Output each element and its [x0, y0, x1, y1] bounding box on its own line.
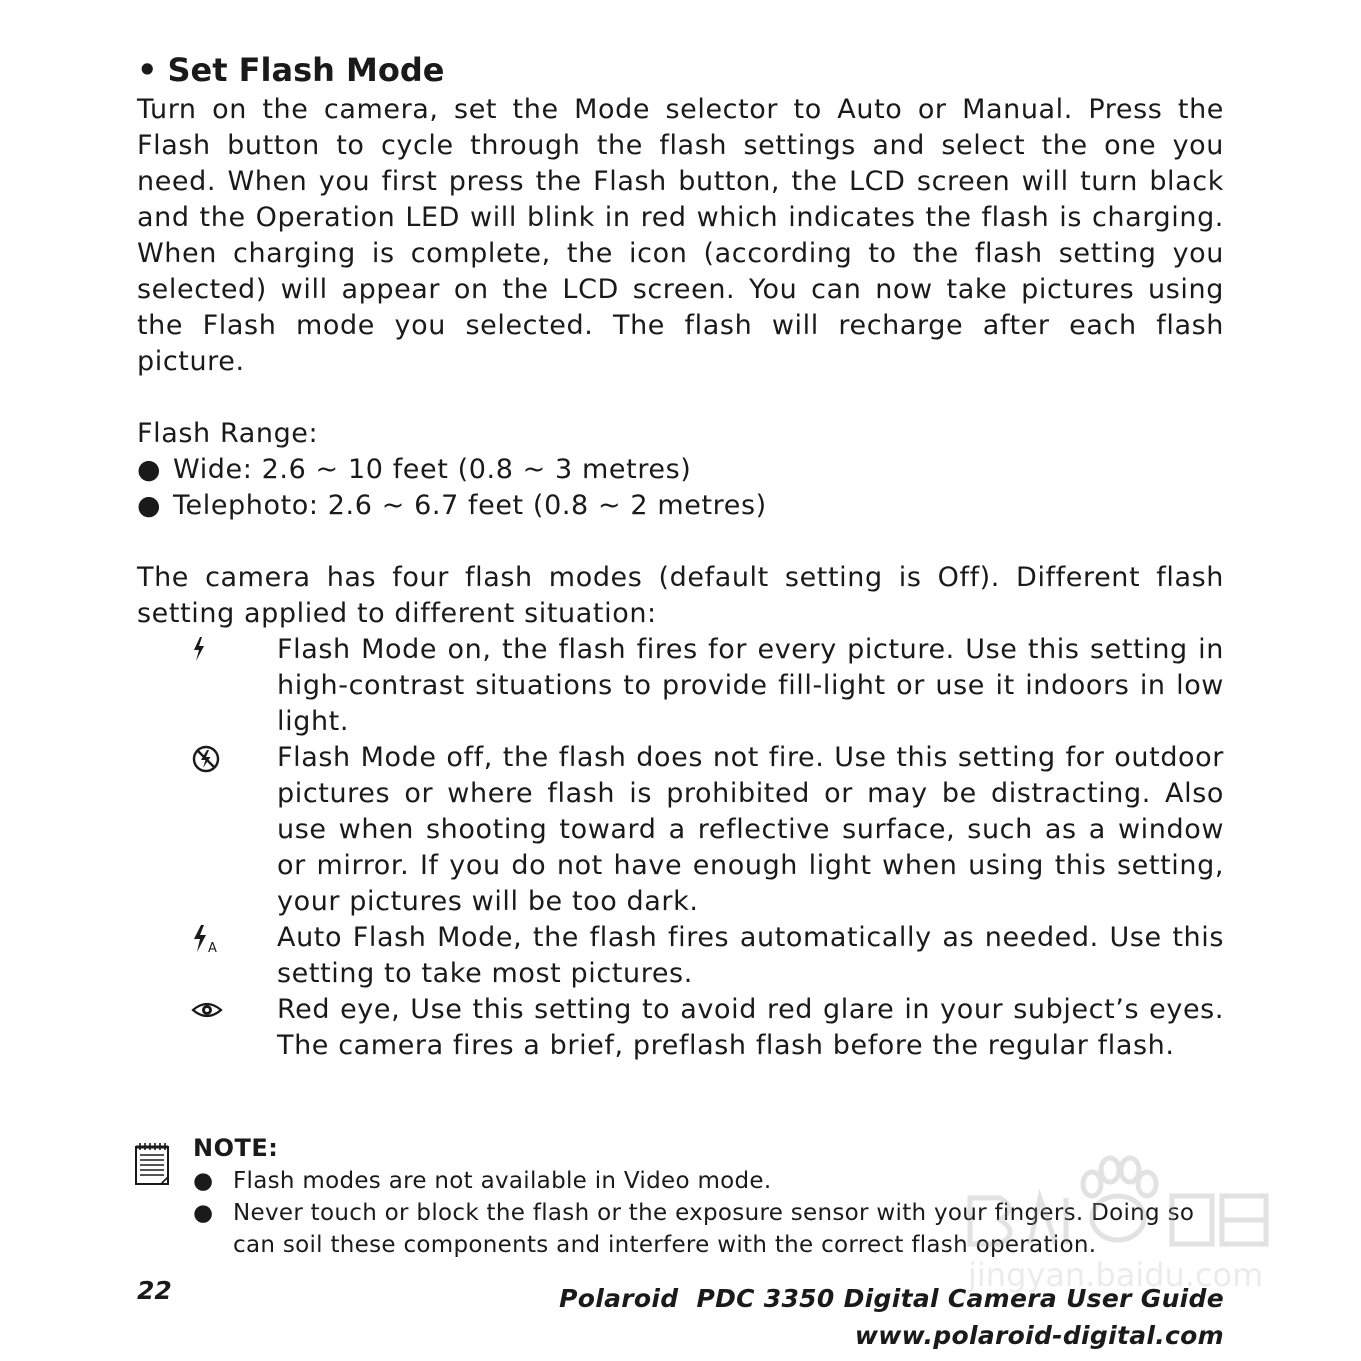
note-item-text: Never touch or block the flash or the exposure sensor with your fingers. Doing so can soil these components and interfere with the correct flash operation.: [233, 1200, 1195, 1258]
flash-auto-letter: A: [208, 941, 217, 954]
flash-mode-item: [137, 632, 1224, 740]
flash-range-telephoto: Telephoto: 2.6 ~ 6.7 feet (0.8 ~ 2 metres): [173, 490, 767, 521]
flash-on-icon: [191, 636, 207, 662]
flash-range-item: ● Wide: 2.6 ~ 10 feet (0.8 ~ 3 metres): [137, 452, 1224, 488]
red-eye-icon: [191, 996, 223, 1024]
flash-range-item: ● Telephoto: 2.6 ~ 6.7 feet (0.8 ~ 2 metres): [137, 488, 1224, 524]
flash-mode-item: [137, 920, 1224, 992]
note-item: ● Never touch or block the flash or the exposure sensor with your fingers. Doing so can soil these components and interfere with the correct flash operation.: [193, 1197, 1223, 1261]
notepad-icon: [133, 1141, 173, 1187]
flash-range-wide: Wide: 2.6 ~ 10 feet (0.8 ~ 3 metres): [173, 454, 692, 485]
flash-range-label: Flash Range:: [137, 418, 319, 449]
guide-title: Polaroid PDC 3350 Digital Camera User Guide: [559, 1284, 1224, 1313]
note-title: NOTE:: [193, 1134, 279, 1162]
flash-range-list: [137, 452, 1224, 524]
watermark-text: jingyan.baidu.com: [968, 1256, 1264, 1294]
flash-mode-item: [137, 992, 1224, 1064]
red-eye-mode-description: Red eye, Use this setting to avoid red glare in your subject’s eyes. The camera fires a brief, preflash flash before the regular flash.: [277, 994, 1224, 1061]
intro-paragraph: Turn on the camera, set the Mode selector to Auto or Manual. Press the Flash button to cycle through the flash settings and select the one you need. When you first press the Flash button, the LCD screen will turn black and the Operation LED will blink in red which indicates the flash is charging. When charging is complete, the icon (according to the flash setting you selected) will appear on the LCD screen. You can now take pictures using the Flash mode you selected. The flash will recharge after each flash picture.: [137, 94, 1224, 377]
heading-bullet: •: [137, 51, 158, 89]
section-heading: [137, 48, 1224, 92]
flash-mode-item: [137, 740, 1224, 920]
note-item: ● Flash modes are not available in Video mode.: [193, 1165, 1223, 1197]
flash-mode-off-description: Flash Mode off, the flash does not fire. Use this setting for outdoor pictures or where flash is prohibited or may be distracting. Also use when shooting toward a reflective surface, such as a window or mirror. If you do not have enough light when using this setting, your pictures will be too dark.: [277, 742, 1224, 917]
footer: [559, 1280, 1224, 1354]
flash-off-icon: [191, 744, 221, 774]
note-list: [193, 1165, 1223, 1261]
modes-intro-paragraph: The camera has four flash modes (default setting is Off). Different flash setting applied to different situation:: [137, 562, 1224, 629]
page-number: 22: [137, 1276, 172, 1305]
website-url: www.polaroid-digital.com: [854, 1321, 1224, 1350]
flash-modes-list: [137, 632, 1224, 1064]
heading-title: Set Flash Mode: [167, 51, 445, 89]
flash-mode-on-description: Flash Mode on, the flash fires for every picture. Use this setting in high-contrast situations to provide fill-light or use it indoors in low light.: [277, 634, 1224, 737]
manual-page-body: [137, 48, 1224, 1064]
flash-mode-auto-description: Auto Flash Mode, the flash fires automatically as needed. Use this setting to take most pictures.: [277, 922, 1224, 989]
note-item-text: Flash modes are not available in Video mode.: [233, 1168, 772, 1194]
flash-auto-icon: [191, 924, 225, 954]
